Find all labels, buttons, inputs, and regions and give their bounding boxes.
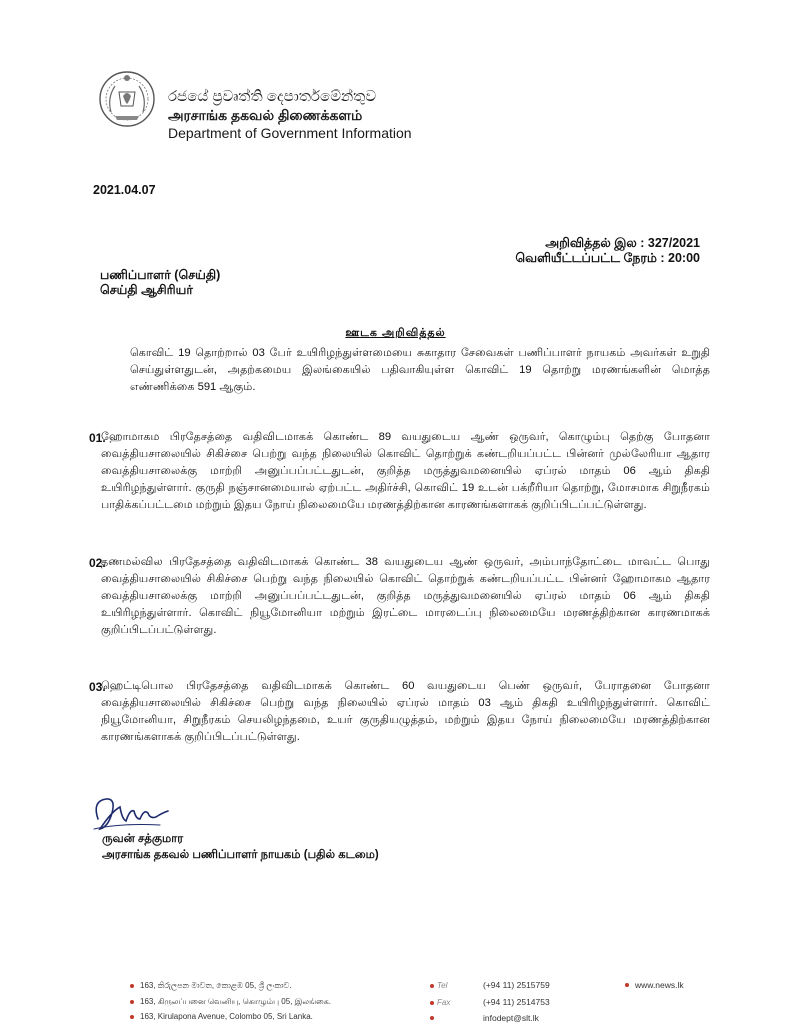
item-paragraph: ஹோமாகம பிரதேசத்தை வதிவிடமாகக் கொண்ட 89 வயதுடைய ஆண் ஒருவர், கொழும்பு தெற்கு போதனா வைத்தியசாலையில் சிகிச்சை பெற்று வந்த நிலையில் கொவிட் தொற்றுக் கண்டறியப்பட்ட பின்னர் முல்லேரியா ஆதார வைத்தியசாலைக்கு மாற்றி அனுப்பப்பட்டதுடன், குறித்த மருத்துவமனையில் ஏப்ரல் மாதம் 06 ஆம் திகதி உயிரிழந்துள்ளார். குருதி நஞ்சானமையால் ஏற்பட்ட அதிர்ச்சி, கொவிட் 19 உடன் பக்றீரியா தொற்று, மோசமாக சிறுநீரகம் பாதிக்கப்பட்டமை மற்றும் இதய நோய் நிலைமையே மரணத்திற்கான காரணங்களாகக் குறிப்பிடப்பட்டுள்ளது. [101, 431, 710, 512]
footer-fax: (+94 11) 2514753 [483, 997, 550, 1007]
intro-paragraph: கொவிட் 19 தொற்றால் 03 பேர் உயிரிழந்துள்ளமையை சுகாதார சேவைகள் பணிப்பாளர் நாயகம் அவர்கள் உறுதி செய்துள்ளதுடன், அதற்கமைய இலங்கையில் பதிவாகியுள்ள கொவிட் 19 தொற்று மரணங்களின் மொத்த எண்ணிக்கை 591 ஆகும். [130, 347, 710, 394]
addressee-line-1: பணிப்பாளர் (செய்தி) [100, 268, 221, 282]
item-number: 01. [89, 431, 106, 445]
item-paragraph: தணமல்வில பிரதேசத்தை வதிவிடமாகக் கொண்ட 38 வயதுடைய ஆண் ஒருவர், அம்பாந்தோட்டை மாவட்ட பொது வைத்தியசாலையில் சிகிச்சை பெற்று வந்த நிலையில் கொவிட் தொற்றுக் கண்டறியப்பட்ட பின்னர் ஹோமாகம ஆதார வைத்தியசாலைக்கு மாற்றி அனுப்பப்பட்டதுடன், குறித்த மருத்துவமனையில் ஏப்ரல் மாதம் 06 ஆம் திகதி உயிரிழந்துள்ளார். கொவிட் நியூமோனியா மற்றும் இரட்டை மாரடைப்பு நிலைமையே மரணத்திற்கான காரணமாகக் குறிப்பிடப்பட்டுள்ளது. [101, 556, 710, 637]
item-paragraph: ஹெட்டிபொல பிரதேசத்தை வதிவிடமாகக் கொண்ட 60 வயதுடைய பெண் ஒருவர், பேராதனை போதனா வைத்தியசாலையில் சிகிச்சை பெற்று வந்த நிலையில் ஏப்ரல் மாதம் 03 ஆம் திகதி உயிரிழந்துள்ளார். கொவிட் நியூமோனியா, சிறுநீரகம் செயலிழந்தமை, உயர் குருதியழுத்தம், மற்றும் இதய நோய் நிலைமையே மரணத்திற்கான காரணங்களாகக் குறிப்பிடப்பட்டுள்ளது. [101, 680, 710, 744]
bullet-icon [430, 1016, 434, 1020]
item-number: 02. [89, 556, 106, 570]
footer-address-sinhala: 163, කිරුලපන මාවත, කොළඹ 05, ශ්‍රී ලංකාව. [140, 981, 292, 990]
footer-tel: (+94 11) 2515759 [483, 980, 550, 990]
bullet-icon [130, 1000, 134, 1004]
footer-website: www.news.lk [635, 980, 684, 990]
release-time: வெளியீட்டப்பட்ட நேரம் : 20:00 [515, 251, 700, 265]
addressee-line-2: செய்தி ஆசிரியர் [100, 283, 193, 297]
signer-name: ருவன் சத்குமார [102, 833, 184, 845]
bullet-icon [430, 984, 434, 988]
bullet-icon [130, 1015, 134, 1019]
handwritten-signature [90, 789, 172, 835]
bullet-icon [430, 1001, 434, 1005]
bullet-icon [130, 984, 134, 988]
item-number: 03. [89, 680, 106, 694]
bullet-icon [625, 983, 629, 987]
sri-lanka-emblem-icon [97, 68, 157, 130]
document-heading: ஊடக அறிவித்தல் [345, 327, 446, 339]
tel-label: Tel [437, 981, 448, 990]
department-name-sinhala: රජයේ ප්‍රවෘත්ති දෙපාර්තමේන්තුව [168, 88, 377, 105]
department-name-english: Department of Government Information [168, 125, 412, 141]
signer-title: அரசாங்க தகவல் பணிப்பாளர் நாயகம் (பதில் கடமை) [102, 849, 379, 861]
department-name-tamil: அரசாங்க தகவல் திணைக்களம் [168, 107, 363, 123]
footer-address-tamil: 163, கிருலப்பனை வெனியு, கொழும்பு 05, இலங்கை. [140, 997, 331, 1006]
release-number: அறிவித்தல் இல : 327/2021 [545, 236, 700, 250]
release-date: 2021.04.07 [93, 183, 156, 197]
fax-label: Fax [437, 998, 451, 1007]
footer-email: infodept@slt.lk [483, 1013, 539, 1023]
footer-address-english: 163, Kirulapona Avenue, Colombo 05, Sri Lanka. [140, 1012, 313, 1021]
